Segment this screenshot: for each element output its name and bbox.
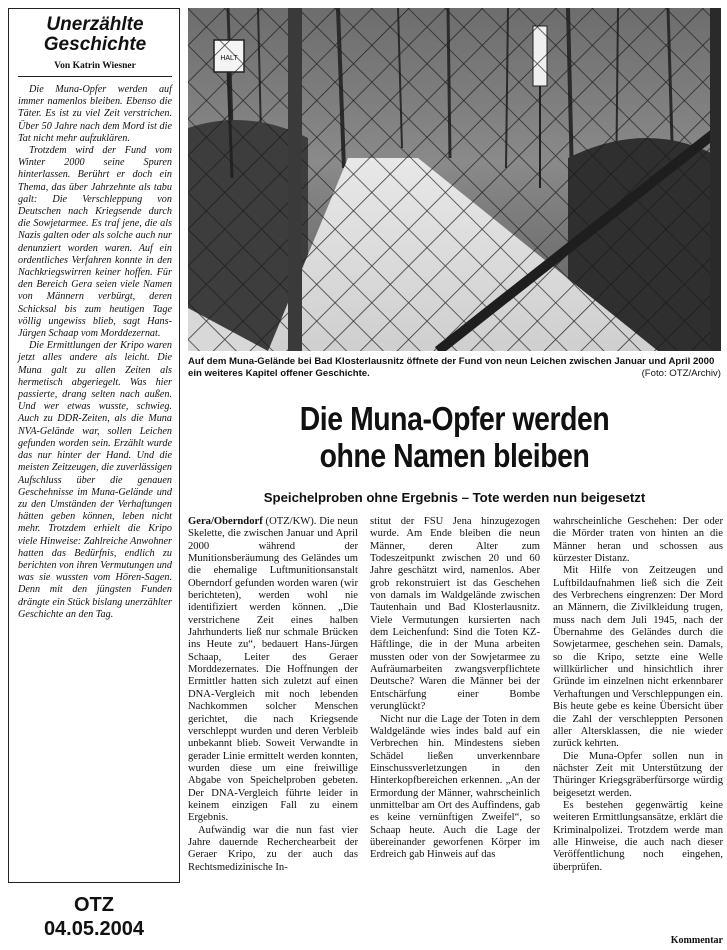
article-paragraph: stitut der FSU Jena hinzugezogen wurde. Am Ende bleiben die neun Männer, deren Alter zum Todeszeitpunkt zwischen 20 und 60 Jahre geschätzt wird, namenlos. Aber grob rekonstruiert ist das Geschehen von damals im Waldgelände zwischen Tautenhain und Bad Klosterlausnitz. Viele Vermutungen kursierten nach dem Leichenfund: Sind die Toten KZ-Häftlinge, die in der Muna arbeiten mussten oder von der Sowjetarmee zu Aufräumarbeiten zwangsverpflichtete Deutsche? Waren die Männer bei der Entschärfung einer Bombe verunglückt?: [370, 516, 540, 713]
newspaper-name: OTZ: [74, 894, 114, 916]
article-paragraph: Mit Hilfe von Zeitzeugen und Luftbildaufnahmen ließ sich die Zeit des Verbrechens eingrenzen: Der Mord an Männern, die Zivilkleidung trugen, muss nach dem Juli 1945, nach der Übernahme des Geländes durch die Sowjetarmee, geschehen sein. Damals, so die Kripo, setzte eine Welle willkürlicher und hinsichtlich ihrer Gründe im einzelnen nicht erkennbarer Verhaftungen und Verschleppungen ein. Bis heute gebe es keine Übersicht über die Zahl der verschleppten Personen aller Altersklassen, die nie wieder zurück kehrten.: [553, 565, 723, 750]
article-paragraph: Aufwändig war die nun fast vier Jahre dauernde Recherchearbeit der Geraer Kripo, zu der auch das Rechtsmedizinische In-: [188, 824, 358, 873]
dateline: Gera/Oberndorf: [188, 516, 263, 527]
commentary-paragraph: Trotzdem wird der Fund vom Winter 2000 seine Spuren hinterlassen. Berührt er doch ein Thema, das über Jahrzehnte als tabu galt: Die Verschleppung von Deutschen nach Kriegsende durch die Sowjetarmee. Es traf jene, die als Nazis galten oder als solche auch nur denunziert worden waren. Auf ein ordentliches Verfahren konnte in den Nachkriegswirren keiner hoffen. Für den Bereich Gera seien viele Namen von Männern verbürgt, deren Schicksal bis zum heutigen Tage völlig ungewiss blieb, sagt Hans-Jürgen Schaap vom Morddezernat.: [18, 145, 172, 340]
commentary-paragraph: Die Muna-Opfer werden auf immer namenlos bleiben. Ebenso die Täter. Es ist zu viel Zeit verstrichen. Über 50 Jahre nach dem Mord ist die Tat nicht mehr aufzuklären.: [18, 84, 172, 144]
article-subheadline: Speichelproben ohne Ergebnis – Tote werden nun beigesetzt: [263, 490, 646, 505]
article-paragraph: Die Muna-Opfer sollen nun in nächster Zeit mit Unterstützung der Thüringer Kriegsgräberfürsorge würdig beigesetzt werden.: [553, 750, 723, 799]
commentary-title: Unerzählte Geschichte: [43, 14, 147, 55]
commentary-paragraph: Die Ermittlungen der Kripo waren jetzt alles andere als leicht. Die Muna galt zu allen Zeiten als hermetisch abgeriegelt. Was hier passierte, drang selten nach außen. Und wer etwas wusste, schwieg. Auch zu DDR-Zeiten, als die Muna NVA-Gelände war, sollen Leichen gefunden worden sein. Erzählt wurde das nur hinter der Hand. Und die meisten Zeitzeugen, die zuverlässigen Aufschluss über die genauen Geschehnisse im Muna-Gelände und zu den Umständen der Verhaftungen hätten geben können, leben nicht mehr. Trotzdem erhielt die Kripo viele Hinweise: Zahlreiche Anwohner hatten das Bedürfnis, endlich zu berichten von ihren Vermutungen und was sie wussten vom Hören-Sagen. Denn mit den jüngsten Funden drängte ein Stück bislang unerzählter Geschichte an den Tag.: [18, 340, 172, 620]
agency: (OTZ/KW).: [262, 516, 317, 527]
commentary-byline: Von Katrin Wiesner: [18, 61, 172, 77]
article-paragraph: Gera/Oberndorf (OTZ/KW). Die neun Skelette, die zwischen Januar und April 2000 während der Munitionsberäumung des Geländes um die ehemalige Luftmunitionsanstalt Oberndorf gefunden worden waren (wir berichteten), werden wohl nie identifiziert werden können. „Die verstrichene Zeit eines halben Jahrhunderts ließ nur schmale Brücken ins Heute zu“, bedauert Hans-Jürgen Schaap, Leiter des Geraer Morddezernates. Die Hoffnungen der Ermittler hatten sich zuletzt auf einen DNA-Vergleich mit noch lebenden Nachkommen solcher Menschen gerichtet, die nach Kriegsende verschleppt wurden und deren Verbleib unbekannt blieb. Soweit Verwandte in gerader Linie ermittelt werden konnten, wurden diese um eine freiwillige Abgabe von Speichelproben gebeten. Der DNA-Vergleich führte leider in keinem einzigen Fall zu einem Ergebnis.: [188, 516, 358, 824]
article-column-3: [553, 516, 723, 934]
article-headline: [225, 400, 683, 474]
headline-line-2: ohne Namen bleiben: [319, 437, 590, 474]
photo-credit: (Foto: OTZ/Archiv): [641, 368, 721, 379]
article-column-2: [370, 516, 540, 946]
article-paragraph: Es bestehen gegenwärtig keine weiteren Ermittlungsansätze, erklärt die Kriminalpolizei. Trotzdem werde man alle Hinweise, die auch nach dieser Veröffentlichung noch eingehen, überprüfen.: [553, 799, 723, 873]
article-paragraph: Nicht nur die Lage der Toten in dem Waldgelände wies indes bald auf ein Verbrechen hin. Mindestens sieben Schädel ließen unverkennbare Einschussverletzungen in den Hinterkopfbereichen erkennen. „An der Ermordung der Männer, wahrscheinlich unmittelbar am Ort des Auffindens, gab es keine vernünftigen Zweifel“, so Schaap heute. Auch die Lage der übereinander geworfenen Körper im Erdreich gab Hinweis auf das: [370, 713, 540, 861]
photo-caption: [188, 356, 721, 380]
source-stamp: [14, 893, 174, 941]
article-column-1: [188, 516, 358, 946]
commentary-column: [8, 8, 180, 883]
caption-text: Auf dem Muna-Gelände bei Bad Klosterlausnitz öffnete der Fund von neun Leichen zwischen Januar und April 2000 ein weiteres Kapitel offener Geschichte.: [188, 356, 715, 379]
article-photo: [188, 8, 721, 351]
article-paragraph: wahrscheinliche Geschehen: Der oder die Mörder traten von hinten an die Männer heran und schossen aus kürzester Distanz.: [553, 516, 723, 565]
publication-date: 04.05.2004: [43, 918, 145, 940]
commentary-tag: Kommentar: [670, 935, 723, 946]
fence-snow-photo: [188, 8, 721, 351]
headline-line-1: Die Muna-Opfer werden: [299, 400, 610, 437]
